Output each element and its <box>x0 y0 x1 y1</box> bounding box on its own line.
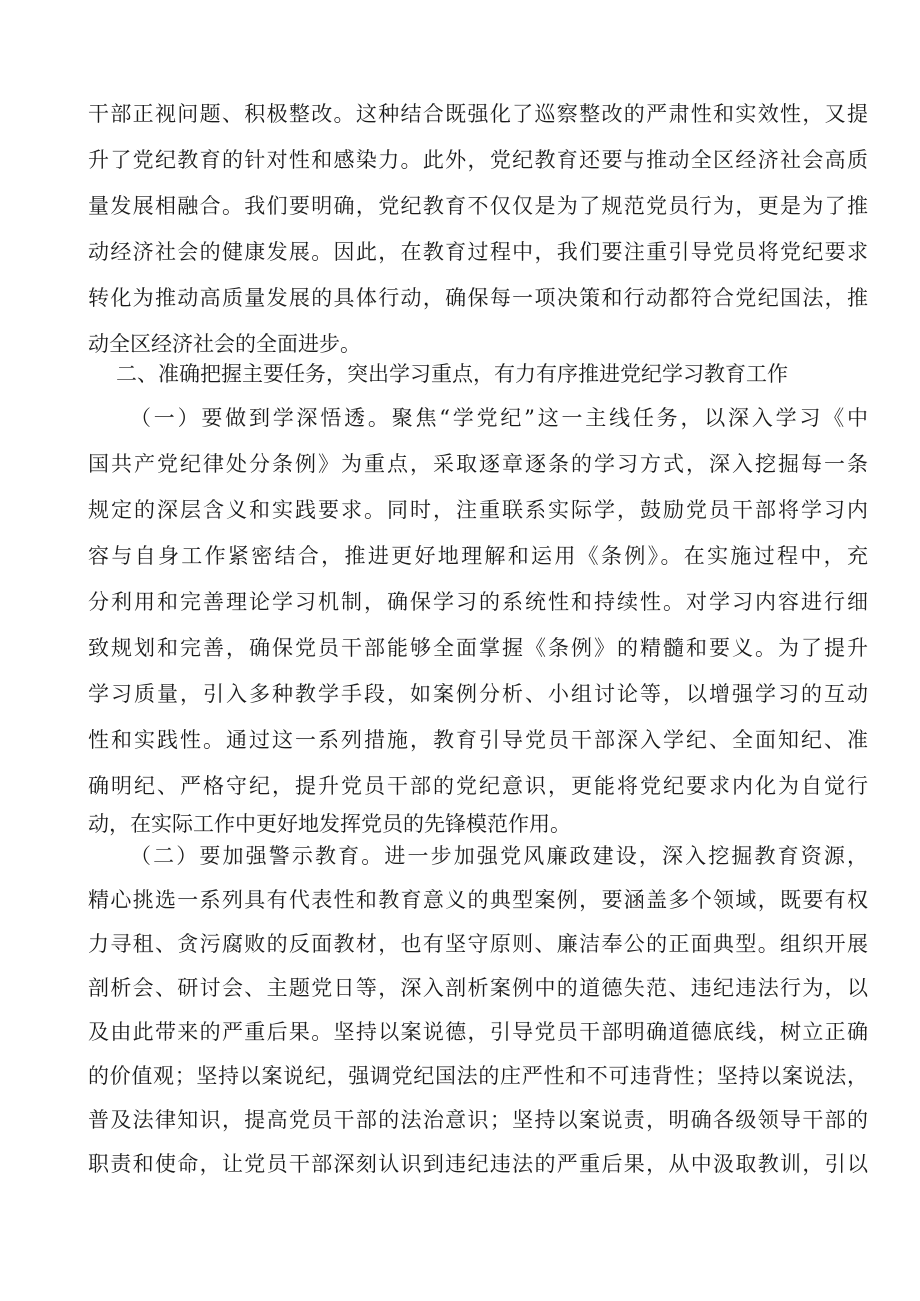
text-line: 性和实践性。通过这一系列措施，教育引导党员干部深入学纪、全面知纪、准 <box>88 728 868 752</box>
text-line: 普及法律知识，提高党员干部的法治意识；坚持以案说责，明确各级领导干部的 <box>88 1108 868 1132</box>
text-line: 学习质量，引入多种教学手段，如案例分析、小组讨论等，以增强学习的互动 <box>88 682 868 706</box>
text-line: 量发展相融合。我们要明确，党纪教育不仅仅是为了规范党员行为，更是为了推 <box>88 194 868 218</box>
text-line: 国共产党纪律处分条例》为重点，采取逐章逐条的学习方式，深入挖掘每一条 <box>88 452 868 476</box>
text-line: 容与自身工作紧密结合，推进更好地理解和运用《条例》。在实施过程中，充 <box>88 544 868 568</box>
text-line: （一）要做到学深悟透。聚焦“学党纪”这一主线任务，以深入学习《中 <box>130 406 868 430</box>
text-line: （二）要加强警示教育。进一步加强党风廉政建设，深入挖掘教育资源， <box>130 844 868 868</box>
text-line: 动全区经济社会的全面进步。 <box>88 332 361 356</box>
text-line: 干部正视问题、积极整改。这种结合既强化了巡察整改的严肃性和实效性，又提 <box>88 102 868 126</box>
text-line: 致规划和完善，确保党员干部能够全面掌握《条例》的精髓和要义。为了提升 <box>88 636 868 660</box>
text-line: 规定的深层含义和实践要求。同时，注重联系实际学，鼓励党员干部将学习内 <box>88 498 868 522</box>
text-line: 的价值观；坚持以案说纪，强调党纪国法的庄严性和不可违背性；坚持以案说法， <box>88 1064 868 1088</box>
text-line: 力寻租、贪污腐败的反面教材，也有坚守原则、廉洁奉公的正面典型。组织开展 <box>88 932 868 956</box>
text-line: 转化为推动高质量发展的具体行动，确保每一项决策和行动都符合党纪国法，推 <box>88 286 868 310</box>
text-line: 剖析会、研讨会、主题党日等，深入剖析案例中的道德失范、违纪违法行为，以 <box>88 976 868 1000</box>
text-line: 及由此带来的严重后果。坚持以案说德，引导党员干部明确道德底线，树立正确 <box>88 1020 868 1044</box>
text-line: 分利用和完善理论学习机制，确保学习的系统性和持续性。对学习内容进行细 <box>88 590 868 614</box>
text-line: 职责和使命，让党员干部深刻认识到违纪违法的严重后果，从中汲取教训，引以 <box>88 1152 868 1176</box>
text-line: 升了党纪教育的针对性和感染力。此外，党纪教育还要与推动全区经济社会高质 <box>88 148 868 172</box>
text-line: 动，在实际工作中更好地发挥党员的先锋模范作用。 <box>88 812 571 836</box>
text-line: 确明纪、严格守纪，提升党员干部的党纪意识，更能将党纪要求内化为自觉行 <box>88 774 868 798</box>
text-line: 动经济社会的健康发展。因此，在教育过程中，我们要注重引导党员将党纪要求 <box>88 240 868 264</box>
section-heading: 二、准确把握主要任务，突出学习重点，有力有序推进党纪学习教育工作 <box>116 362 788 386</box>
text-line: 精心挑选一系列具有代表性和教育意义的典型案例，要涵盖多个领域，既要有权 <box>88 888 868 912</box>
